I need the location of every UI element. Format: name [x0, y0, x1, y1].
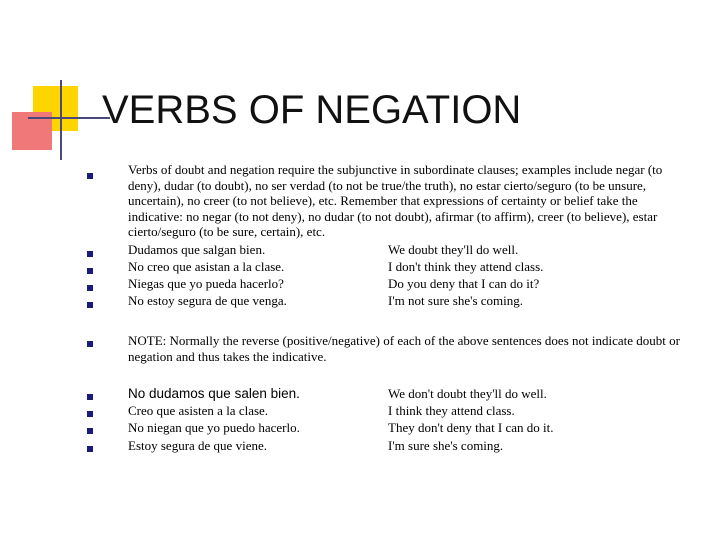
example-english: They don't deny that I can do it. — [388, 420, 554, 435]
example-spanish: No dudamos que salen bien. — [128, 386, 300, 401]
bullet-marker — [87, 411, 93, 417]
bullet-marker — [87, 428, 93, 434]
example-spanish: No creo que asistan a la clase. — [128, 259, 285, 274]
example-spanish: Dudamos que salgan bien. — [128, 242, 266, 257]
example-spanish: Estoy segura de que viene. — [128, 438, 267, 453]
example-english: We doubt they'll do well. — [388, 242, 519, 257]
example-english: I'm not sure she's coming. — [388, 293, 524, 308]
bullet-marker — [87, 173, 93, 179]
example-english: I think they attend class. — [388, 403, 515, 418]
bullet-marker — [87, 268, 93, 274]
slide-title: VERBS OF NEGATION — [102, 88, 522, 132]
note-paragraph — [128, 333, 688, 364]
bullet-marker — [87, 394, 93, 400]
bullet-marker — [87, 341, 93, 347]
example-english: Do you deny that I can do it? — [388, 276, 540, 291]
example-spanish: Creo que asisten a la clase. — [128, 403, 269, 418]
bullet-marker — [87, 251, 93, 257]
example-spanish: Niegas que yo pueda hacerlo? — [128, 276, 284, 291]
note-text: : Normally the reverse (positive/negative) of each of the above sentences does not indicate doubt or negation and thus takes the indicative. — [128, 333, 680, 364]
bullet-marker — [87, 446, 93, 452]
example-spanish: No estoy segura de que venga. — [128, 293, 287, 308]
intro-paragraph: Verbs of doubt and negation require the subjunctive in subordinate clauses; examples include negar (to deny), dudar (to doubt), no ser verdad (to not be true/the truth), no estar cierto/seguro (to be unsure, uncertain), no creer (to not believe), etc. Remember that expressions of certainty or belief take the indicative: no negar (to not deny), no dudar (to not doubt), afirmar (to affirm), creer (to believe), estar cierto/seguro (to be sure, certain), etc. — [128, 162, 663, 240]
example-english: We don't doubt they'll do well. — [388, 386, 547, 401]
example-english: I'm sure she's coming. — [388, 438, 504, 453]
bullet-marker — [87, 302, 93, 308]
bullet-marker — [87, 285, 93, 291]
note-label: NOTE — [128, 333, 163, 348]
example-spanish: No niegan que yo puedo hacerlo. — [128, 420, 300, 435]
example-english: I don't think they attend class. — [388, 259, 544, 274]
